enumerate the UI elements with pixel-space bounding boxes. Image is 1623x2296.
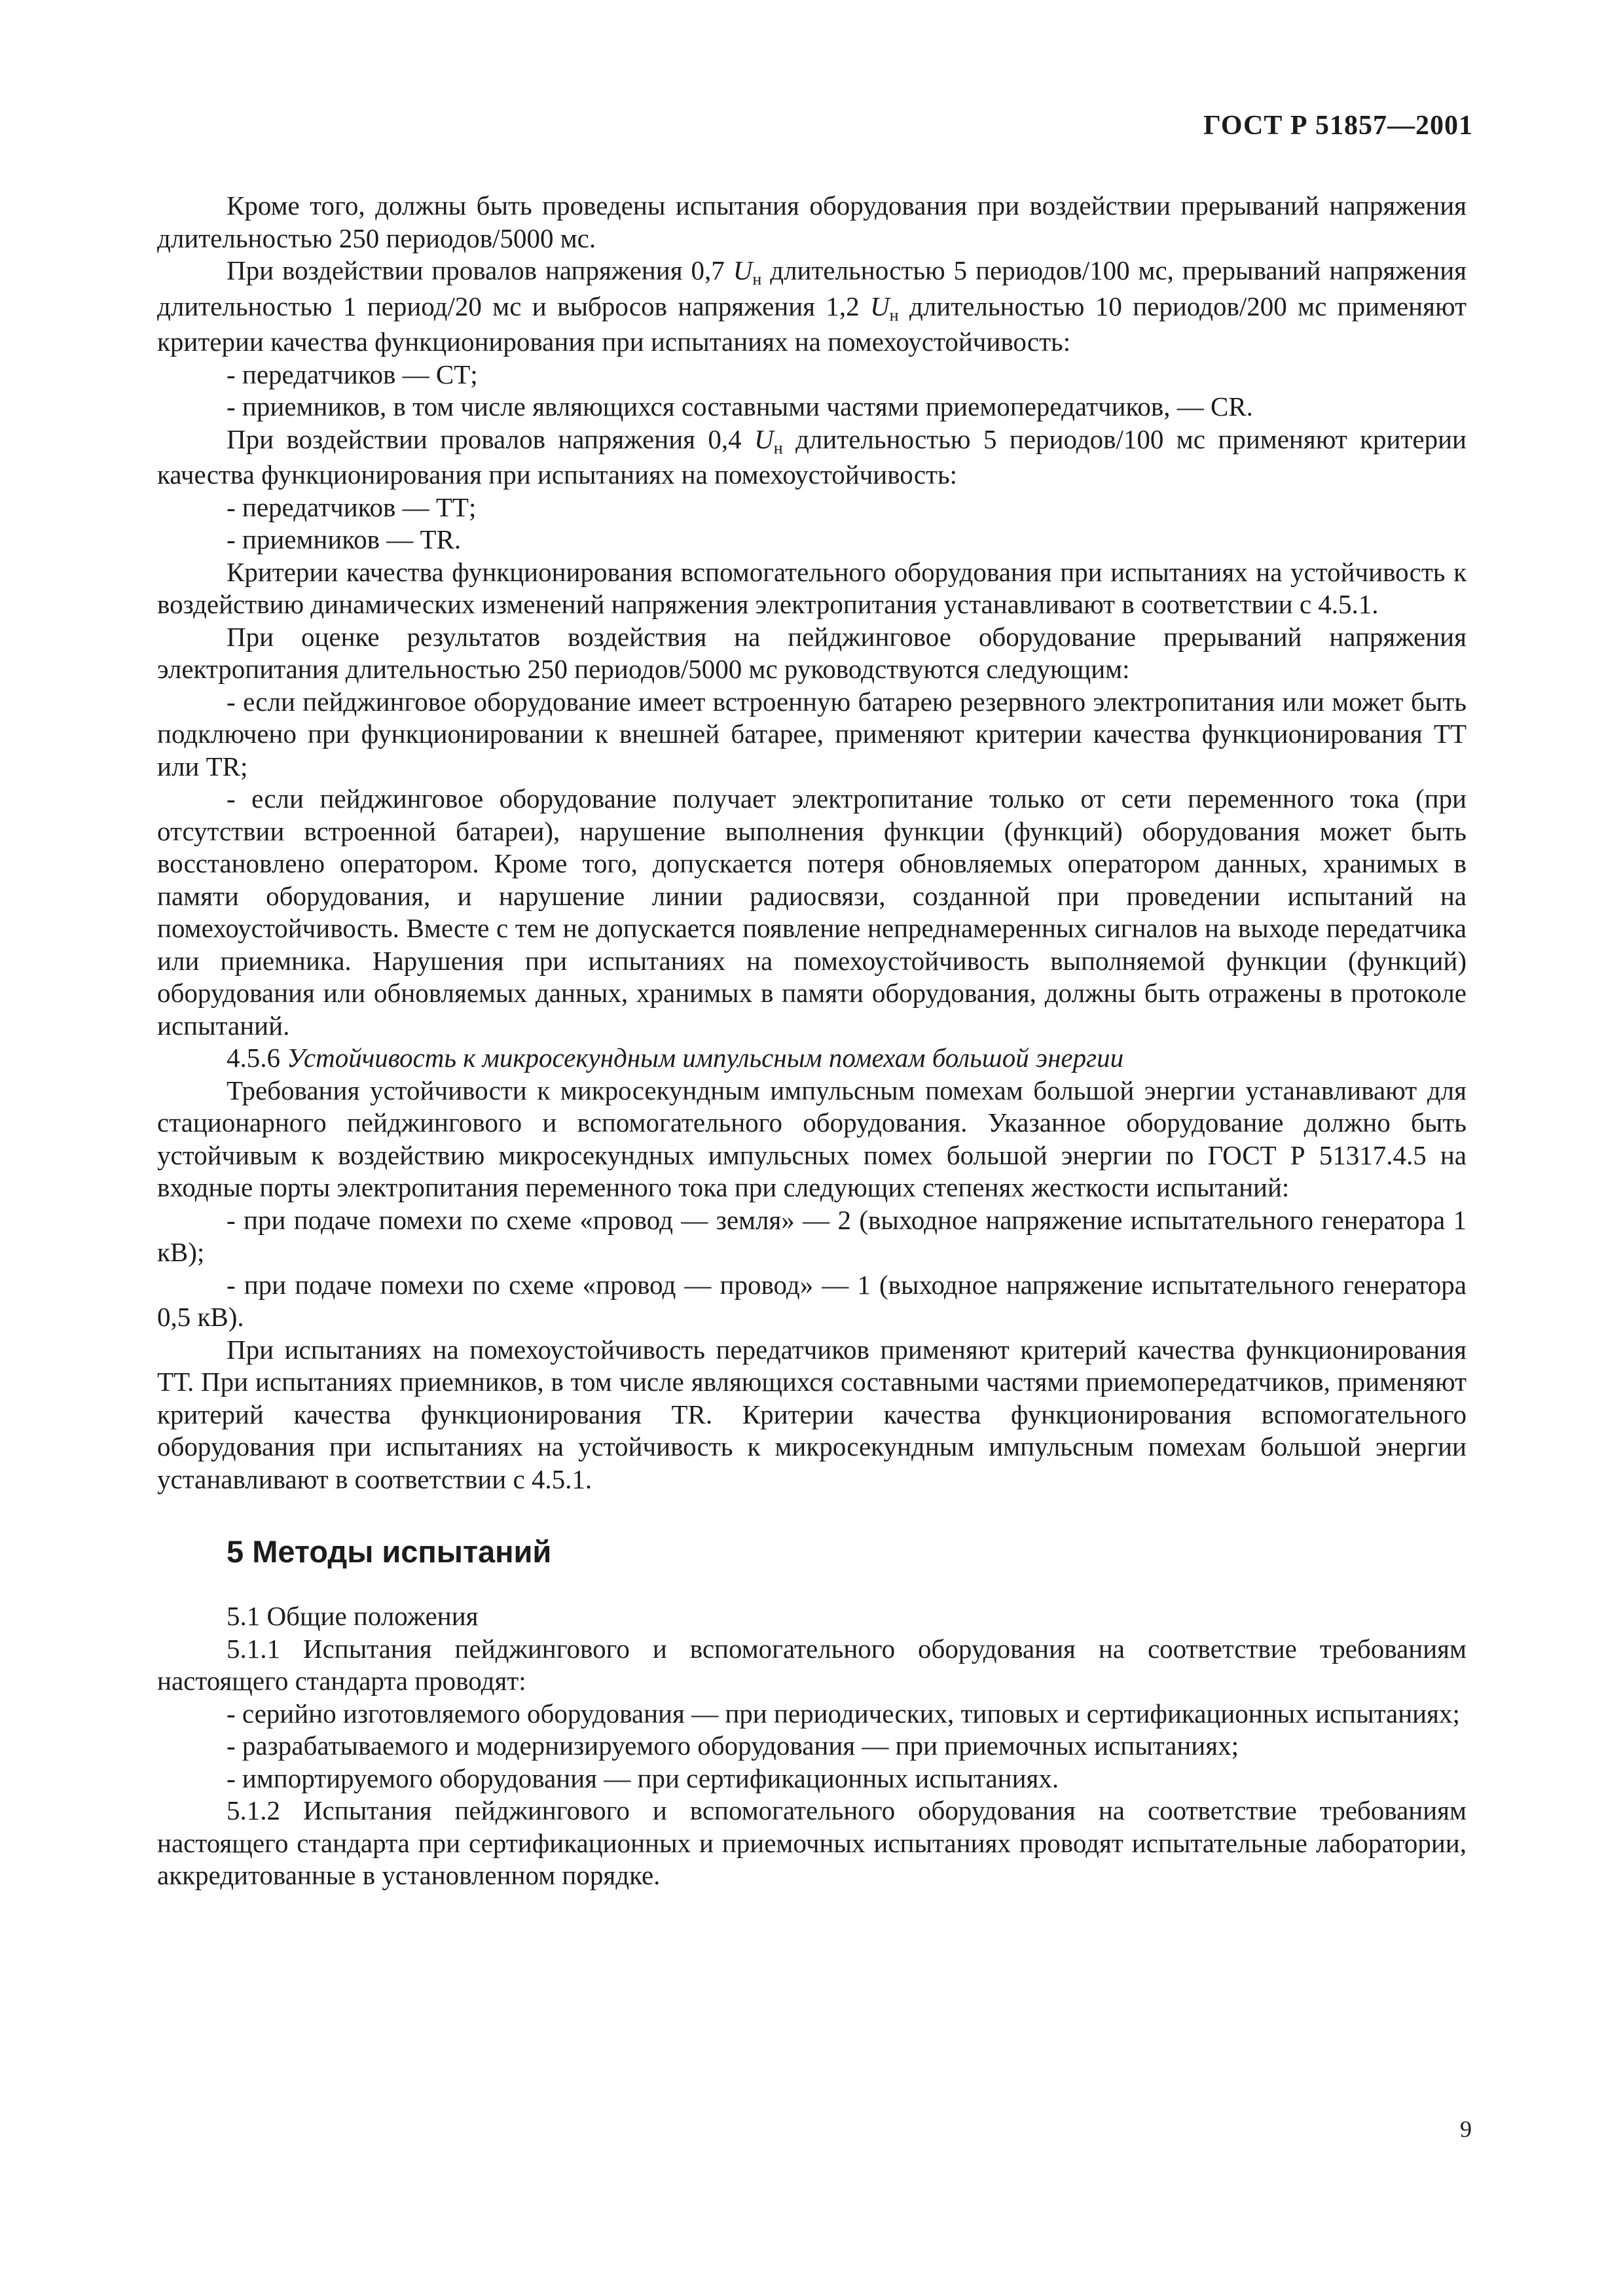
page-number: 9 — [1460, 2116, 1472, 2142]
paragraph: При испытаниях на помехоустойчивость передатчиков применяют критерий качества функционирования ТТ. При испытаниях приемников, в том числе являющихся составными частями приемопередатчиков, применяют критерий качества функционирования TR. Критерии качества функционирования вспомогательного оборудования при испытаниях на устойчивость к микросекундным импульсным помехам большой энергии устанавливают в соответствии с 4.5.1. — [157, 1334, 1467, 1494]
paragraph: 5.1 Общие положения — [227, 1601, 479, 1631]
paragraph: 5.1.2 Испытания пейджингового и вспомогательного оборудования на соответствие требованиям настоящего стандарта при сертификационных и приемочных испытаниях проводят испытательные лаборатории, аккредитованные в установленном порядке. — [157, 1795, 1467, 1890]
list-item: - импортируемого оборудования — при сертификационных испытаниях. — [227, 1763, 1059, 1793]
paragraph — [157, 255, 1467, 359]
list-item: - разрабатываемого и модернизируемого оборудования — при приемочных испытаниях; — [227, 1731, 1239, 1761]
list-item: - если пейджинговое оборудование получает электропитание только от сети переменного тока (при отсутствии встроенной батареи), нарушение выполнения функции (функций) оборудования может быть восстановлено оператором. Кроме того, допускается потеря обновляемых оператором данных, хранимых в памяти оборудования, и нарушение линии радиосвязи, созданной при проведении испытаний на помехоустойчивость. Вместе с тем не допускается появление непреднамеренных сигналов на выходе передатчика или приемника. Нарушения при испытаниях на помехоустойчивость выполняемой функции (функций) оборудования или обновляемых данных, хранимых в памяти оборудования, должны быть отражены в протоколе испытаний. — [157, 783, 1467, 1041]
paragraph: 5.1.1 Испытания пейджингового и вспомогательного оборудования на соответствие требованиям настоящего стандарта проводят: — [157, 1633, 1467, 1696]
text-fragment: длительностью 10 периодов/200 мс применяют критерии качества функционирования при испытаниях на помехоустойчивость: — [157, 291, 1467, 357]
paragraph: При оценке результатов воздействия на пейджинговое оборудование прерываний напряжения электропитания длительностью 250 периодов/5000 мс руководствуются следующим: — [157, 621, 1467, 684]
document-body — [157, 190, 1467, 1892]
text-fragment: длительностью 5 периодов/100 мс, прерываний напряжения длительностью 1 период/20 мс и выбросов напряжения 1,2 — [157, 255, 1467, 321]
list-item: - передатчиков — ТТ; — [227, 492, 477, 522]
subsection-title: Устойчивость к микросекундным импульсным помехам большой энергии — [287, 1043, 1124, 1073]
list-item: - при подаче помехи по схеме «провод — земля» — 2 (выходное напряжение испытательного генератора 1 кВ); — [157, 1204, 1467, 1267]
paragraph: Критерии качества функционирования вспомогательного оборудования при испытаниях на устойчивость к воздействию динамических изменений напряжения электропитания устанавливают в соответствии с 4.5.1. — [157, 556, 1467, 619]
text-fragment: При воздействии провалов напряжения 0,7 — [227, 255, 733, 285]
voltage-symbol: U — [733, 255, 753, 285]
text-fragment: При воздействии провалов напряжения 0,4 — [227, 423, 755, 454]
list-item: - передатчиков — СТ; — [227, 359, 478, 389]
voltage-subscript: н — [773, 438, 783, 457]
section-heading: 5 Методы испытаний — [227, 1534, 552, 1569]
list-item: - серийно изготовляемого оборудования — при периодических, типовых и сертификационных испытаниях; — [227, 1698, 1460, 1729]
voltage-subscript: н — [752, 270, 762, 289]
paragraph: Кроме того, должны быть проведены испытания оборудования при воздействии прерываний напряжения длительностью 250 периодов/5000 мс. — [157, 190, 1467, 253]
list-item: - приемников, в том числе являющихся составными частями приемопередатчиков, — CR. — [227, 391, 1253, 422]
subsection-number: 4.5.6 — [227, 1043, 287, 1073]
document-header-code: ГОСТ Р 51857—2001 — [1203, 111, 1473, 141]
paragraph — [157, 423, 1467, 492]
list-item: - если пейджинговое оборудование имеет встроенную батарею резервного электропитания или может быть подключено при функционировании к внешней батарее, применяют критерии качества функционирования ТТ или TR; — [157, 686, 1467, 781]
subsection-heading — [157, 1042, 1467, 1075]
voltage-subscript: н — [889, 305, 899, 325]
text-fragment: длительностью 5 периодов/100 мс применяют критерии качества функционирования при испытаниях на помехоустойчивость: — [157, 423, 1467, 490]
paragraph: Требования устойчивости к микросекундным импульсным помехам большой энергии устанавливают для стационарного пейджингового и вспомогательного оборудования. Указанное оборудование должно быть устойчивым к воздействию микросекундных импульсных помех большой энергии по ГОСТ Р 51317.4.5 на входные порты электропитания переменного тока при следующих степенях жесткости испытаний: — [157, 1075, 1467, 1202]
list-item: - при подаче помехи по схеме «провод — провод» — 1 (выходное напряжение испытательного генератора 0,5 кВ). — [157, 1269, 1467, 1332]
voltage-symbol: U — [754, 423, 774, 454]
voltage-symbol: U — [870, 291, 890, 321]
list-item: - приемников — TR. — [227, 524, 462, 554]
